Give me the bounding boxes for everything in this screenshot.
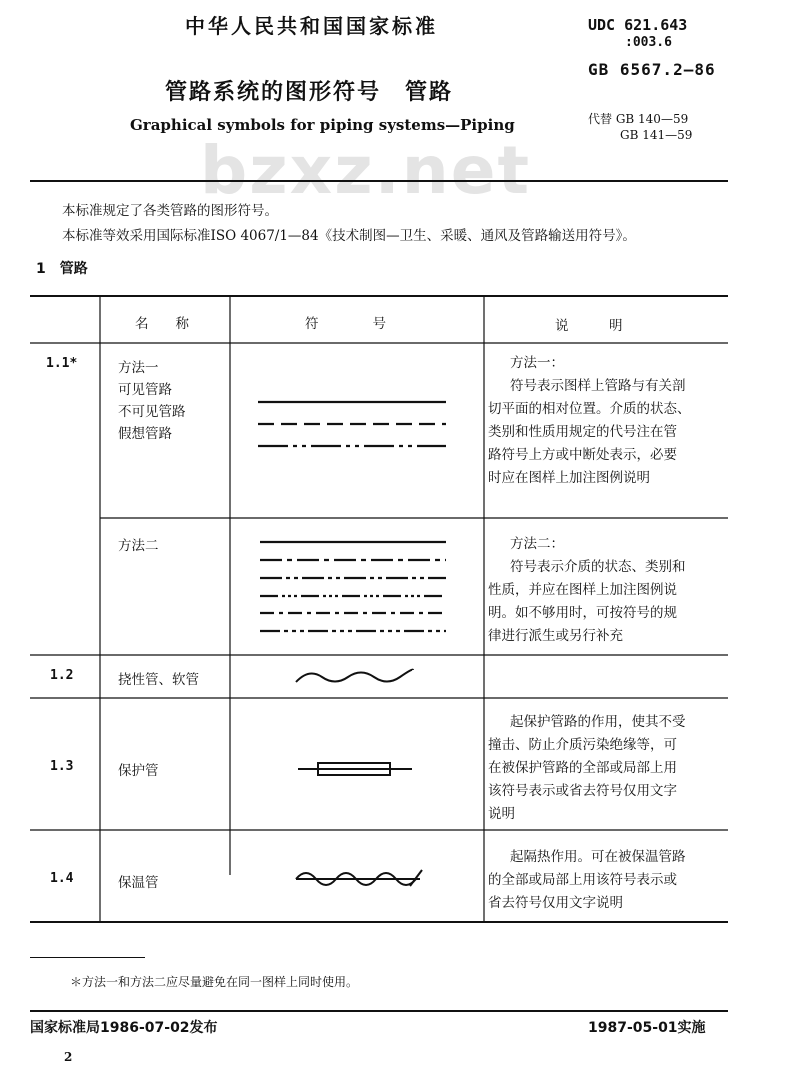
header-description: 说 明 [555, 318, 623, 334]
udc-code-suffix: :003.6 [625, 35, 672, 50]
country-standard-heading: 中华人民共和国国家标准 [185, 14, 438, 38]
desc-line: 撞击、防止介质污染绝缘等，可 [488, 737, 677, 753]
desc-line: 起保护管路的作用，使其不受 [510, 714, 686, 730]
desc-line: 省去符号仅用文字说明 [488, 895, 623, 911]
desc-line: 性质，并应在图样上加注图例说 [488, 582, 677, 598]
implementation-date: 1987-05-01实施 [588, 1020, 706, 1036]
intro-line-1: 本标准规定了各类管路的图形符号。 [62, 203, 278, 219]
protective-pipe-symbol [298, 763, 412, 775]
udc-code: UDC 621.643 [588, 16, 688, 34]
desc-line: 类别和性质用规定的代号注在管 [488, 424, 677, 440]
desc-title: 方法二： [510, 536, 564, 552]
desc-line: 的全部或局部上用该符号表示或 [488, 872, 677, 888]
desc-line: 路符号上方或中断处表示，必要 [488, 447, 677, 463]
intro-line-2: 本标准等效采用国际标准ISO 4067/1—84《技术制图—卫生、采暖、通风及管路输送用符号》。 [62, 228, 636, 244]
desc-line: 起隔热作用。可在被保温管路 [510, 849, 686, 865]
header-name: 名 称 [135, 316, 189, 332]
name-flexible-pipe: 挠性管、软管 [118, 672, 199, 688]
gb-number: GB 6567.2—86 [588, 60, 716, 79]
row-1-1-description [488, 352, 723, 490]
row-number-1-4: 1.4 [50, 871, 74, 886]
publisher: 国家标准局1986-07-02发布 [30, 1020, 218, 1036]
replaces-line-2: GB 141—59 [620, 128, 693, 142]
section-heading: 1 管路 [36, 261, 88, 277]
insulated-pipe-symbol [296, 870, 422, 886]
name-method-2: 方法二 [118, 538, 159, 554]
name-phantom-pipe: 假想管路 [118, 426, 172, 442]
method1-symbols [258, 402, 446, 446]
name-visible-pipe: 可见管路 [118, 382, 172, 398]
row-number-1-2: 1.2 [50, 668, 74, 683]
header-symbol: 符 号 [305, 316, 386, 332]
desc-line: 律进行派生或另行补充 [488, 628, 623, 644]
name-hidden-pipe: 不可见管路 [118, 404, 186, 420]
flexible-pipe-symbol [296, 670, 413, 682]
desc-line: 符号表示图样上管路与有关剖 [510, 378, 686, 394]
desc-line: 符号表示介质的状态、类别和 [510, 559, 686, 575]
english-title: Graphical symbols for piping systems—Piping [130, 116, 515, 134]
row-number-1-1: 1.1* [46, 356, 78, 371]
watermark: bzxz.net [200, 132, 532, 209]
row-1-3-description [488, 711, 723, 826]
desc-line: 明。如不够用时，可按符号的规 [488, 605, 677, 621]
row-1-1-names [118, 357, 186, 445]
desc-line: 时应在图样上加注图例说明 [488, 470, 650, 486]
method2-symbols [260, 542, 446, 631]
name-protective-pipe: 保护管 [118, 763, 159, 779]
name-insulated-pipe: 保温管 [118, 875, 159, 891]
row-number-1-3: 1.3 [50, 759, 74, 774]
page-title: 管路系统的图形符号 管路 [165, 80, 454, 105]
page-number: 2 [64, 1050, 73, 1064]
desc-line: 在被保护管路的全部或局部上用 [488, 760, 677, 776]
row-method-2-description [488, 533, 723, 648]
desc-title: 方法一： [510, 355, 564, 371]
desc-line: 说明 [488, 806, 515, 822]
footnote-divider [30, 957, 145, 958]
desc-line: 该符号表示或省去符号仅用文字 [488, 783, 677, 799]
name-method-1: 方法一 [118, 360, 159, 376]
footnote: ＊方法一和方法二应尽量避免在同一图样上同时使用。 [70, 975, 359, 989]
desc-line: 切平面的相对位置。介质的状态、 [488, 401, 691, 417]
footer-divider [30, 1010, 728, 1012]
replaces-line-1: 代替 GB 140—59 [588, 112, 689, 126]
row-1-4-description [488, 846, 723, 915]
